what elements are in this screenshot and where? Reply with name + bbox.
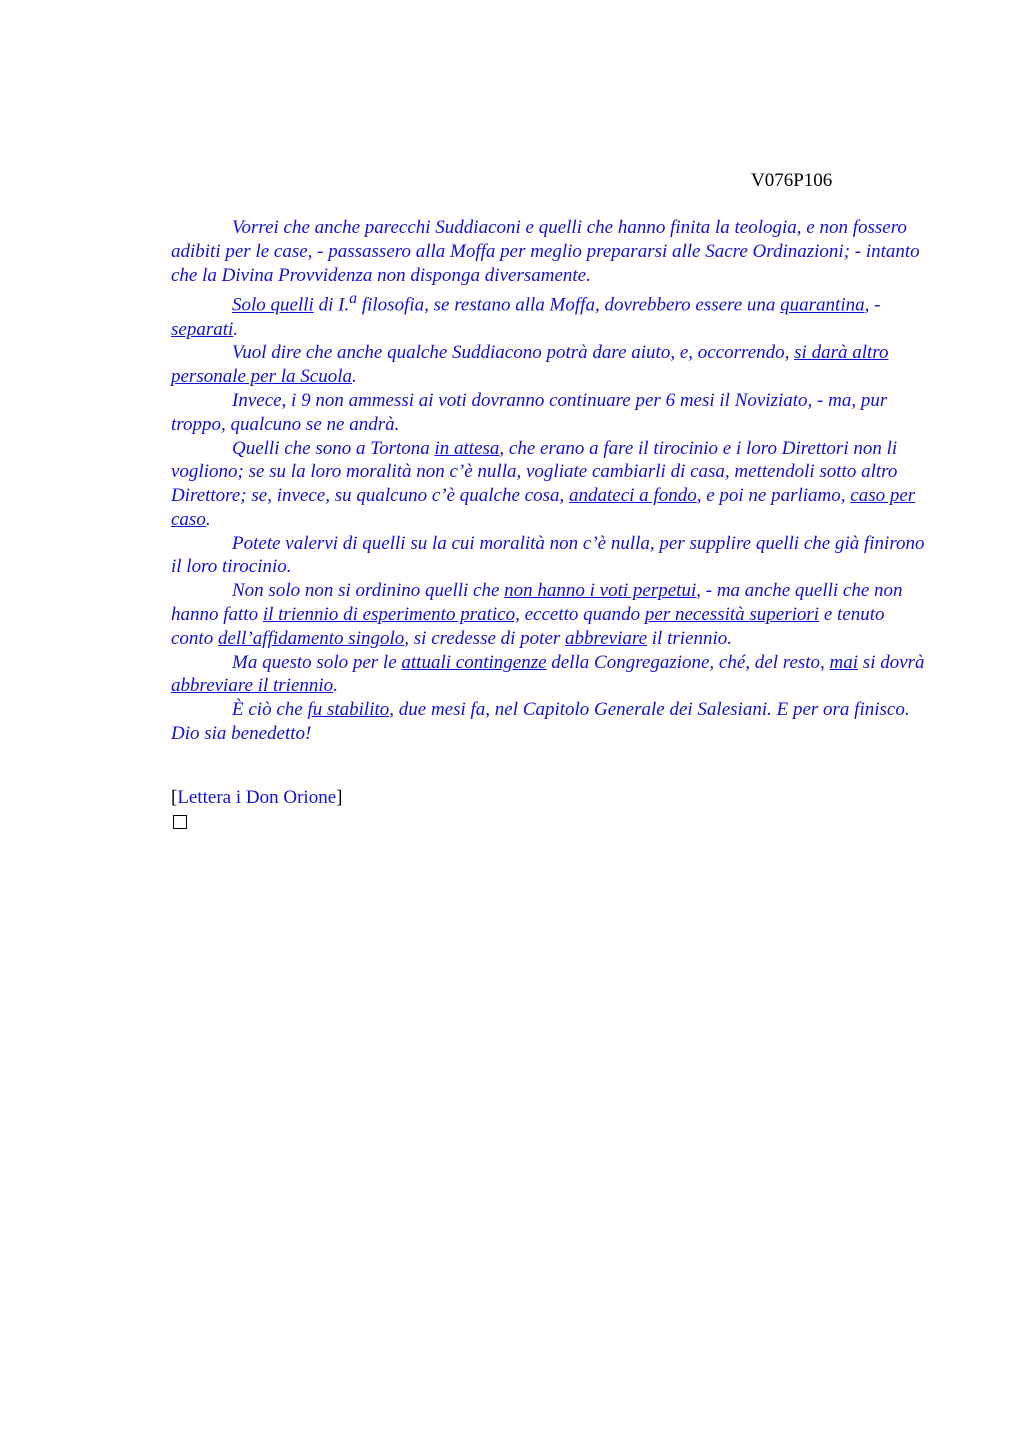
underlined-phrase: Solo quelli [232,294,314,316]
caption-close-bracket: ] [336,787,343,808]
underlined-phrase: in attesa [434,437,500,459]
underlined-phrase: il triennio di esperimento pratico, [262,604,520,626]
text-run: , che erano a fare il tirocinio e i loro Direttori non li vogliono; se su la loro moralità non c’è nulla, vogliate cambiarli di casa, mettendoli sotto altro Direttore; se, invece, su qualcuno c’è qualche cosa, [171,437,898,507]
underlined-phrase: non hanno i voti perpetui [504,580,697,602]
paragraph [171,287,926,341]
underlined-phrase: si darà altro personale per la Scuola [171,342,889,388]
underlined-phrase: abbreviare [565,627,648,649]
text-run: , due mesi fa, nel Capitolo Generale dei Salesiani. E per ora finisco. Dio sia benedetto! [171,699,910,745]
text-run: . [205,508,211,530]
text-run: Invece, i 9 non ammessi ai voti dovranno continuare per 6 mesi il Noviziato, - ma, pur troppo, qualcuno se ne andrà. [171,389,888,435]
document-id: V076P106 [751,170,833,191]
paragraph [171,532,926,580]
superscript: a [349,290,358,308]
text-run: il triennio. [647,627,732,649]
underlined-phrase: dell’affidamento singolo [217,627,405,649]
paragraph [171,389,926,437]
paragraph [171,579,926,650]
text-run: . [352,366,357,388]
text-run: eccetto quando [519,604,645,626]
empty-checkbox-glyph [173,815,187,829]
underlined-phrase: fu stabilito [307,699,390,721]
text-run: Ma questo solo per le [232,651,402,673]
underlined-phrase: quarantina [780,294,865,316]
underlined-phrase: attuali contingenze [401,651,547,673]
letter-body [171,216,926,746]
text-run: , - [864,294,881,316]
text-run: Vuol dire che anche qualche Suddiacono potrà dare aiuto, e, occorrendo, [232,342,795,364]
text-run: , si credesse di poter [404,627,566,649]
text-run: Quelli che sono a Tortona [232,437,435,459]
text-run: della Congregazione, ché, del resto, [546,651,830,673]
text-run: filosofia, se restano alla Moffa, dovrebbero essere una [357,294,781,316]
underlined-phrase: andateci a fondo [569,485,697,507]
underlined-phrase: caso per caso [171,485,916,530]
underlined-phrase: abbreviare il triennio [171,675,334,697]
text-run: e tenuto conto [171,604,885,649]
caption-open-bracket: [ [171,787,178,808]
text-run: Potete valervi di quelli su la cui moralità non c’è nulla, per supplire quelli che già finirono il loro tirocinio. [171,532,925,578]
paragraph [171,437,926,532]
underlined-phrase: separati [171,318,234,340]
text-run: , e poi ne parliamo, [696,485,851,507]
text-run: , - ma anche quelli che non hanno fatto [171,580,903,626]
text-run: Non solo non si ordinino quelli che [232,580,505,602]
underlined-phrase: mai [829,651,859,673]
text-run: . [333,675,338,697]
text-run: . [233,318,239,340]
paragraph [171,651,926,699]
paragraph [171,341,926,389]
text-run: È ciò che [232,699,308,721]
letter-caption [171,787,342,809]
caption-text: Lettera i Don Orione [177,787,337,808]
paragraph [171,698,926,746]
text-run: si dovrà [858,651,925,673]
text-run: di I. [313,294,350,316]
paragraph [171,216,926,287]
text-run: Vorrei che anche parecchi Suddiaconi e quelli che hanno finita la teologia, e non fossero adibiti per le case, - passassero alla Moffa per meglio prepararsi alle Sacre Ordinazioni; - intanto che la Divina Provvidenza non disponga diversamente. [171,217,920,286]
underlined-phrase: per necessità superiori [644,604,820,626]
